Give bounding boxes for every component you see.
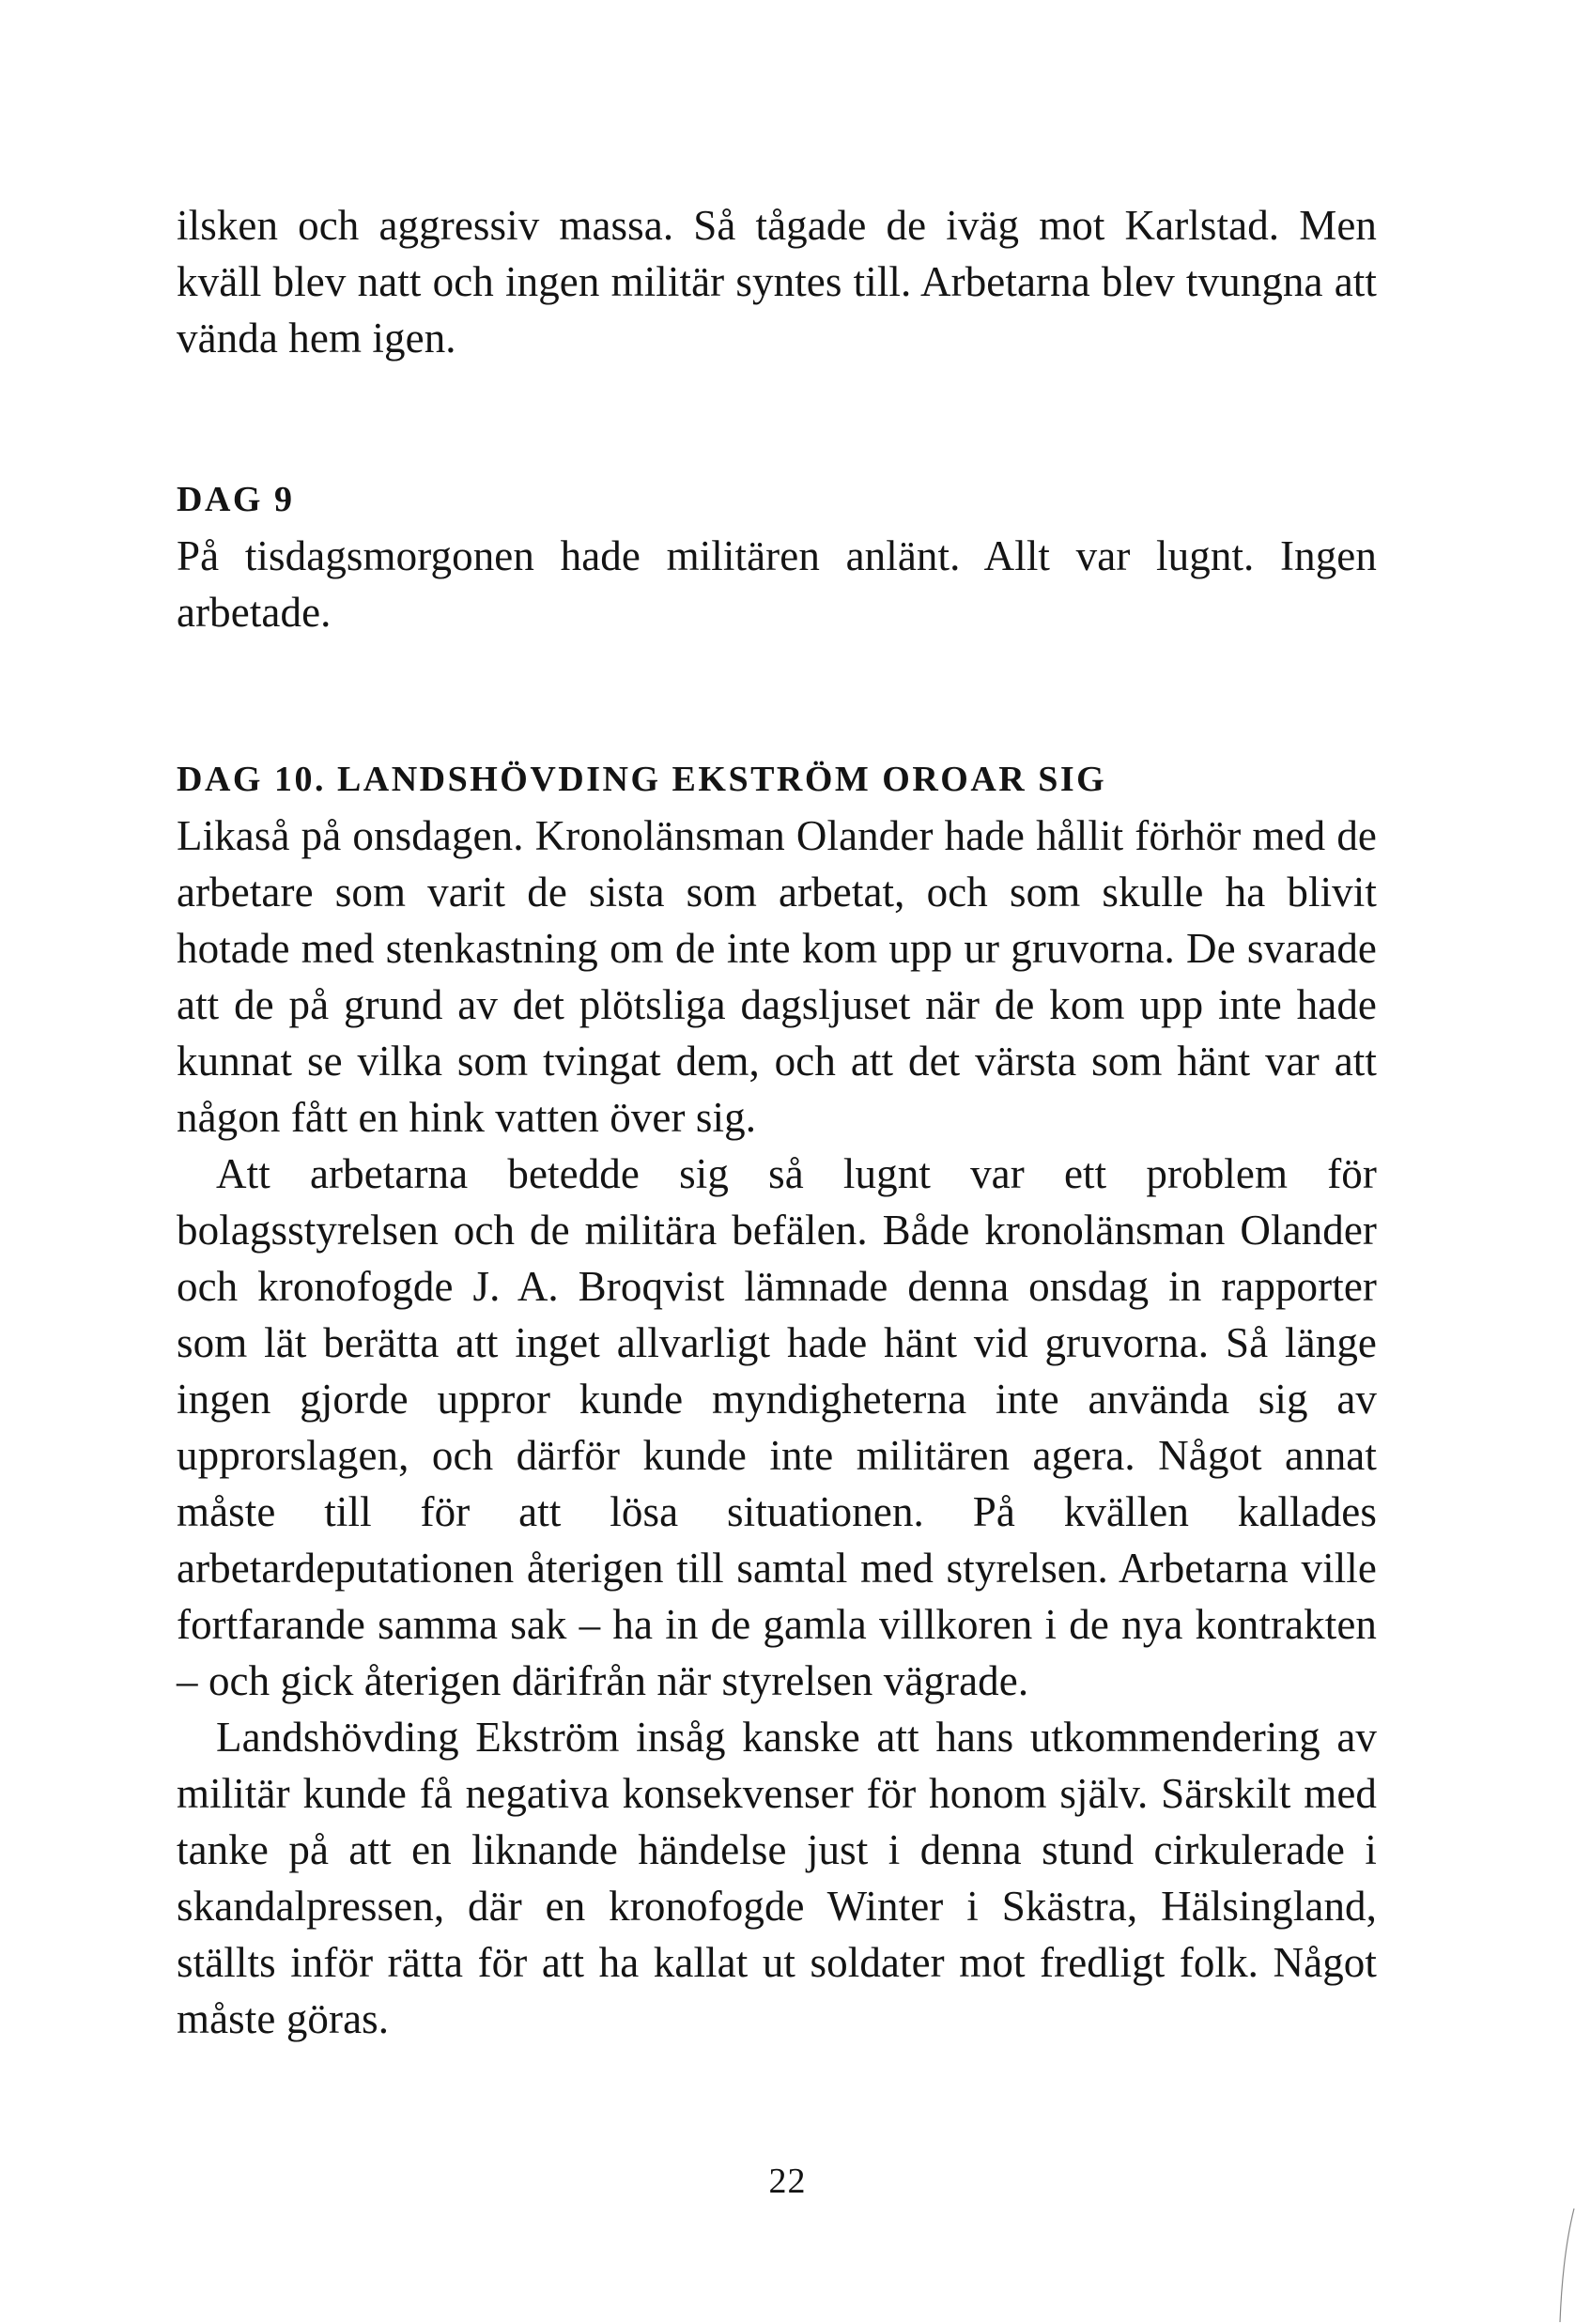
section-dag-9 <box>177 471 1377 640</box>
section-heading: DAG 9 <box>177 480 295 519</box>
paragraph: På tisdagsmorgonen hade militären anlänt. Allt var lugnt. Ingen arbetade. <box>177 532 1377 636</box>
paragraph: Likaså på onsdagen. Kronolänsman Olander hade hållit förhör med de arbetare som varit de sista som arbetat, och som skulle ha blivit hotade med stenkastning om de inte kom upp ur gruvorna. De svarade att de på grund av det plötsliga dagsljuset när de kom upp inte hade kunnat se vilka som tvingat dem, och att det värsta som hänt var att någon fått en hink vatten över sig. <box>177 812 1377 1141</box>
paragraph: Att arbetarna betedde sig så lugnt var ett problem för bolagsstyrelsen och de militära befälen. Både kronolänsman Olander och kronofogde J. A. Broqvist lämnade denna onsdag in rapporter som lät berätta att inget allvarligt hade hänt vid gruvorna. Så länge ingen gjorde uppror kunde myndigheterna inte använda sig av upprorslagen, och därför kunde inte militären agera. Något annat måste till för att lösa situationen. På kvällen kallades arbetardeputationen återigen till samtal med styrelsen. Arbetarna ville fortfarande samma sak – ha in de gamla villkoren i de nya kontrakten – och gick återigen därifrån när styrelsen vägrade. <box>177 1150 1377 1704</box>
page-number: 22 <box>768 2162 807 2201</box>
opening-section <box>177 197 1377 366</box>
section-dag-10 <box>177 751 1377 2047</box>
paragraph: Landshövding Ekström insåg kanske att hans utkommendering av militär kunde få negativa konsekvenser för honom själv. Särskilt med tanke på att en liknande händelse just i denna stund cirkulerade i skandalpressen, där en kronofogde Winter i Skästra, Hälsingland, ställts inför rätta för att ha kallat ut soldater mot fredligt folk. Något måste göras. <box>177 1714 1377 2042</box>
page-edge-shadow <box>1558 2207 1575 2324</box>
paragraph: ilsken och aggressiv massa. Så tågade de iväg mot Karlstad. Men kväll blev natt och ingen militär syntes till. Arbetarna blev tvungna att vända hem igen. <box>177 202 1377 362</box>
section-heading: DAG 10. LANDSHÖVDING EKSTRÖM OROAR SIG <box>177 760 1107 799</box>
